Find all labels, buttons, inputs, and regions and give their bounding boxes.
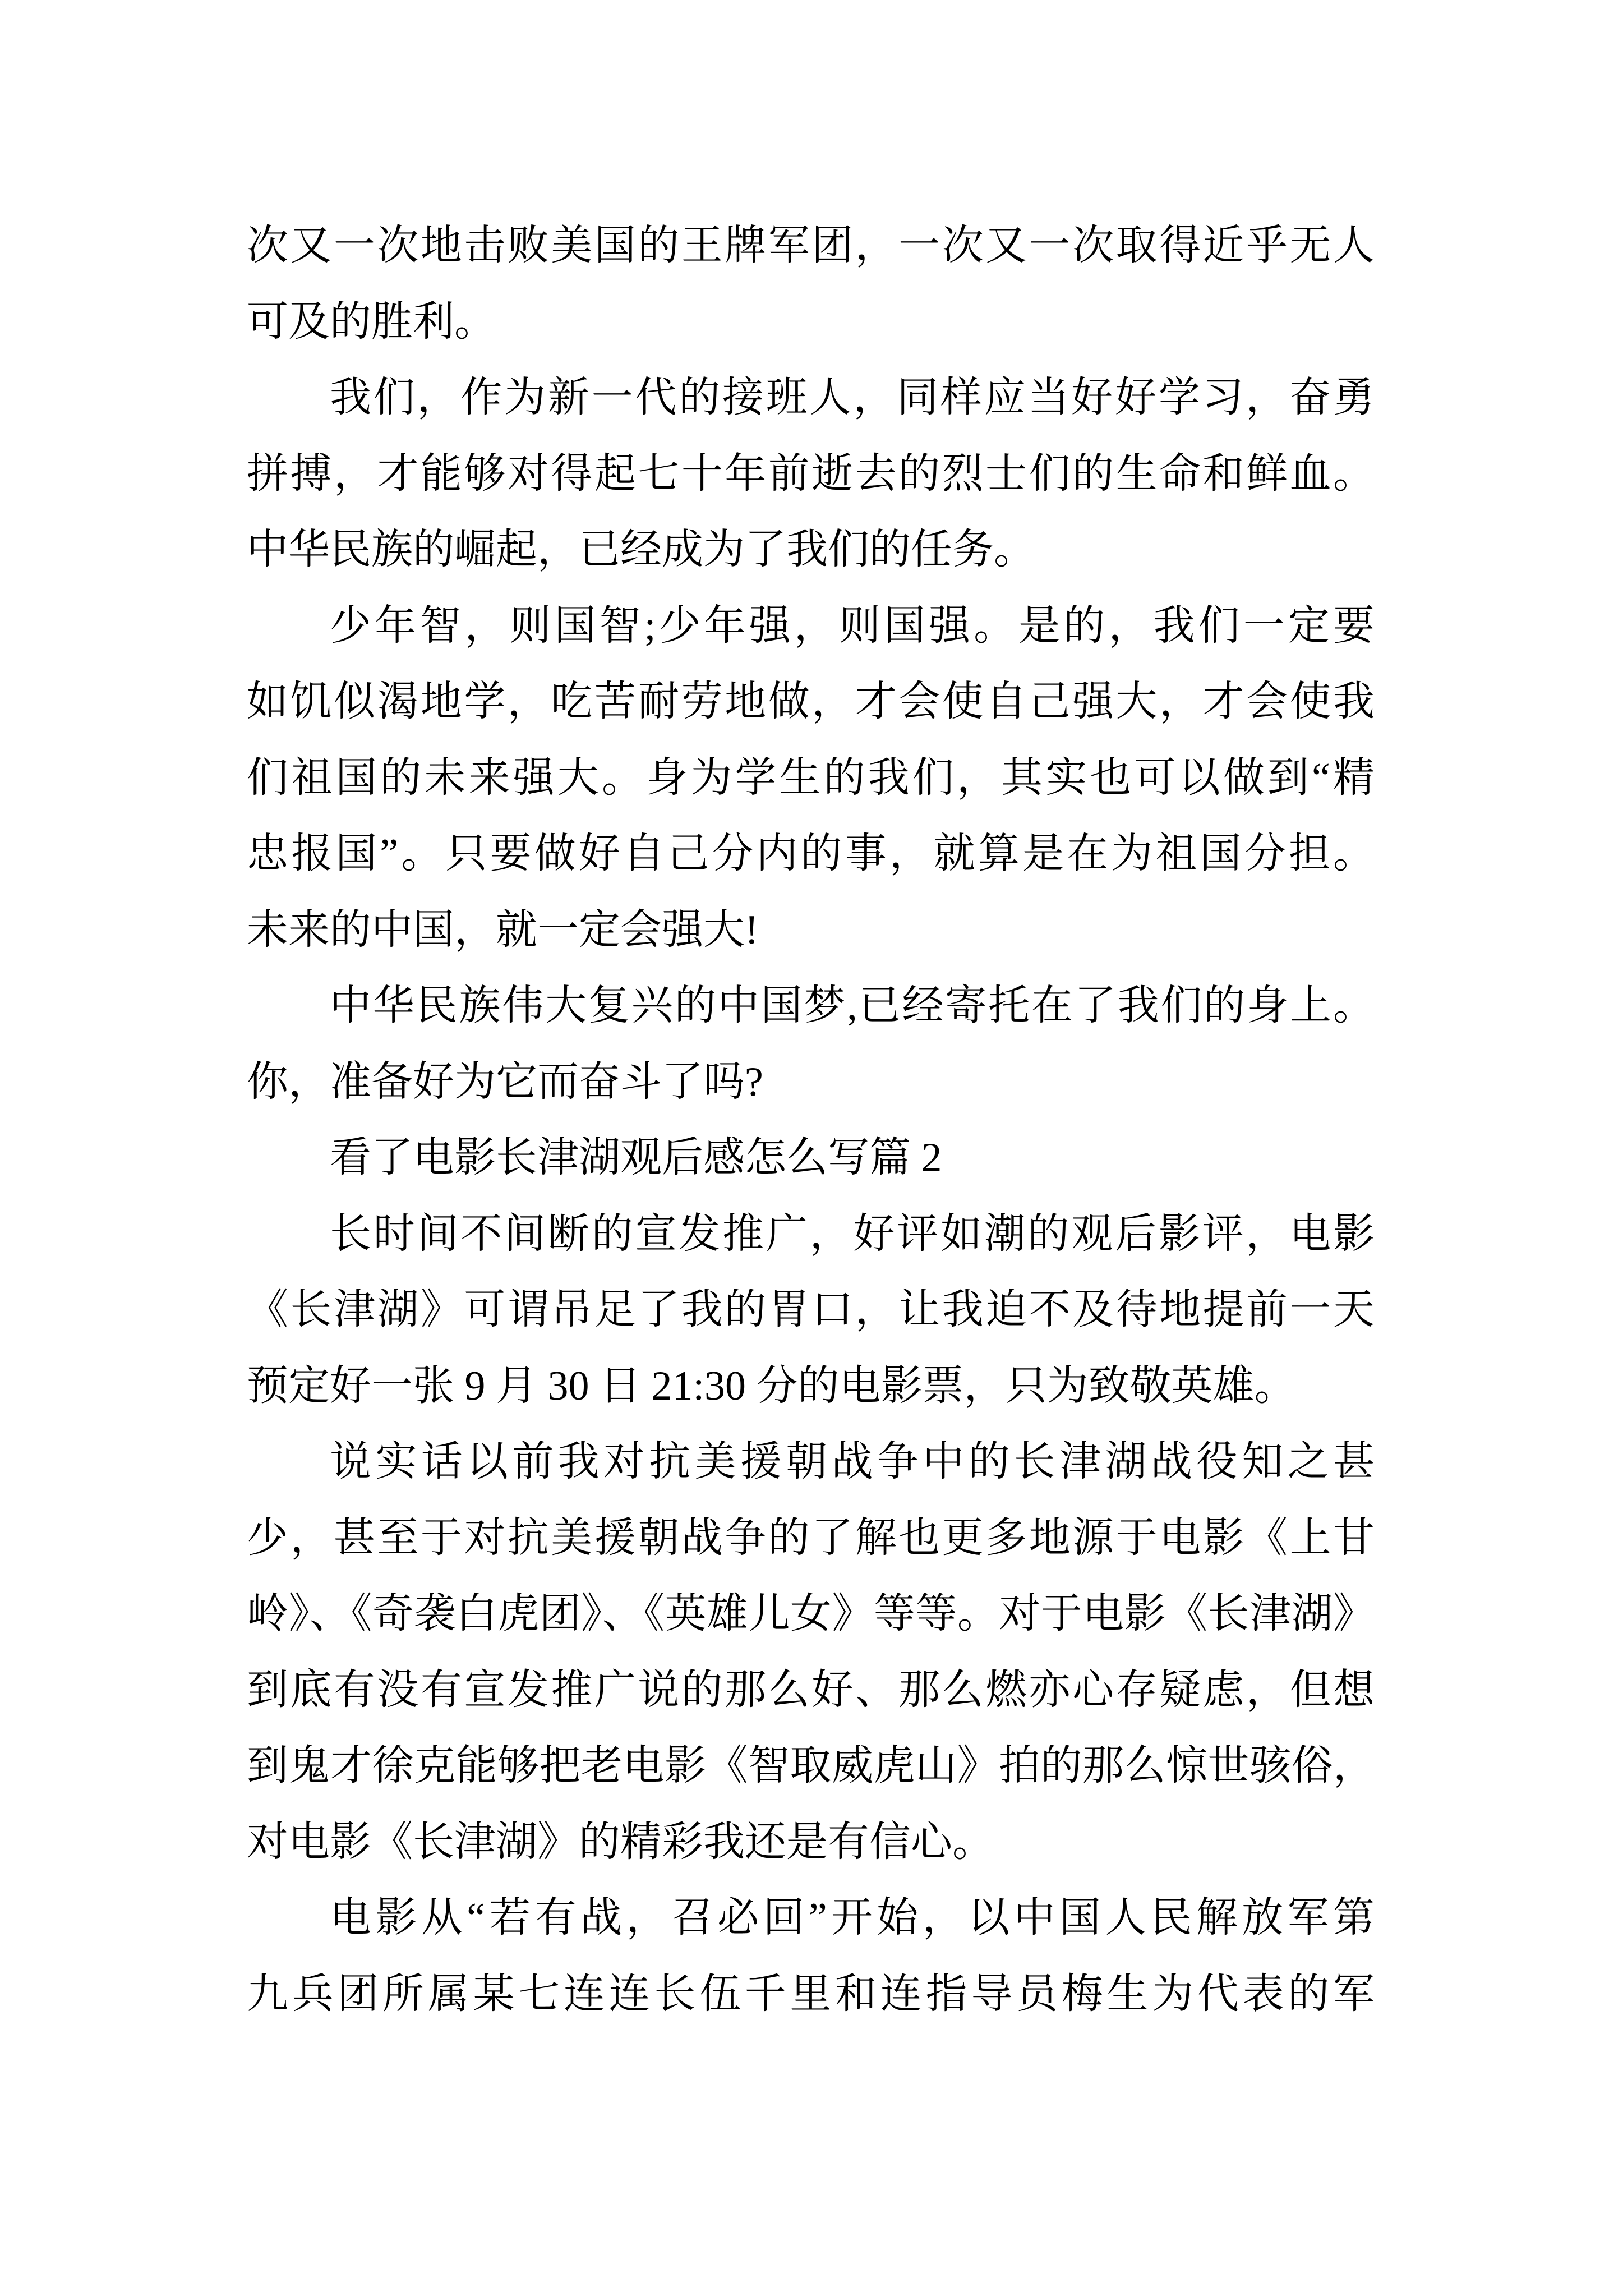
- text-line: 们祖国的未来强大。身为学生的我们，其实也可以做到“精: [247, 754, 1375, 801]
- text-line: 岭》、《奇袭白虎团》、《英雄儿女》等等。对于电影《长津湖》: [247, 1591, 1375, 1637]
- text-line: 次又一次地击败美国的王牌军团，一次又一次取得近乎无人: [247, 223, 1375, 269]
- text-block: [247, 208, 1375, 2032]
- text-line: 到鬼才徐克能够把老电影《智取威虎山》拍的那么惊世骇俗，: [247, 1743, 1375, 1789]
- text-line: 长时间不间断的宣发推广，好评如潮的观后影评，电影: [330, 1211, 1375, 1257]
- text-line: 看了电影长津湖观后感怎么写篇 2: [330, 1135, 942, 1181]
- text-line: 如饥似渴地学，吃苦耐劳地做，才会使自己强大，才会使我: [247, 679, 1375, 725]
- text-line: 预定好一张 9 月 30 日 21:30 分的电影票，只为致敬英雄。: [247, 1363, 1296, 1409]
- text-line: 你，准备好为它而奋斗了吗?: [247, 1059, 763, 1105]
- text-line: 少年智，则国智;少年强，则国强。是的，我们一定要: [330, 602, 1375, 649]
- text-line: 少，甚至于对抗美援朝战争的了解也更多地源于电影《上甘: [247, 1515, 1375, 1561]
- text-line: 说实话以前我对抗美援朝战争中的长津湖战役知之甚: [330, 1439, 1375, 1485]
- text-line: 未来的中国，就一定会强大!: [247, 907, 759, 953]
- text-line: 九兵团所属某七连连长伍千里和连指导员梅生为代表的军: [247, 1971, 1375, 2017]
- text-line: 中华民族的崛起，已经成为了我们的任务。: [247, 527, 1035, 573]
- text-line: 我们，作为新一代的接班人，同样应当好好学习，奋勇: [330, 375, 1375, 421]
- text-line: 忠报国”。只要做好自己分内的事，就算是在为祖国分担。: [247, 831, 1375, 877]
- text-line: 对电影《长津湖》的精彩我还是有信心。: [247, 1819, 994, 1865]
- text-line: 到底有没有宣发推广说的那么好、那么燃亦心存疑虑，但想: [247, 1667, 1375, 1713]
- text-line: 可及的胜利。: [247, 298, 496, 345]
- text-line: 拼搏，才能够对得起七十年前逝去的烈士们的生命和鲜血。: [247, 450, 1375, 497]
- text-line: 《长津湖》可谓吊足了我的胃口，让我迫不及待地提前一天: [247, 1287, 1375, 1333]
- text-line: 电影从“若有战，召必回”开始，以中国人民解放军第: [330, 1895, 1375, 1941]
- text-line: 中华民族伟大复兴的中国梦,已经寄托在了我们的身上。: [330, 983, 1375, 1029]
